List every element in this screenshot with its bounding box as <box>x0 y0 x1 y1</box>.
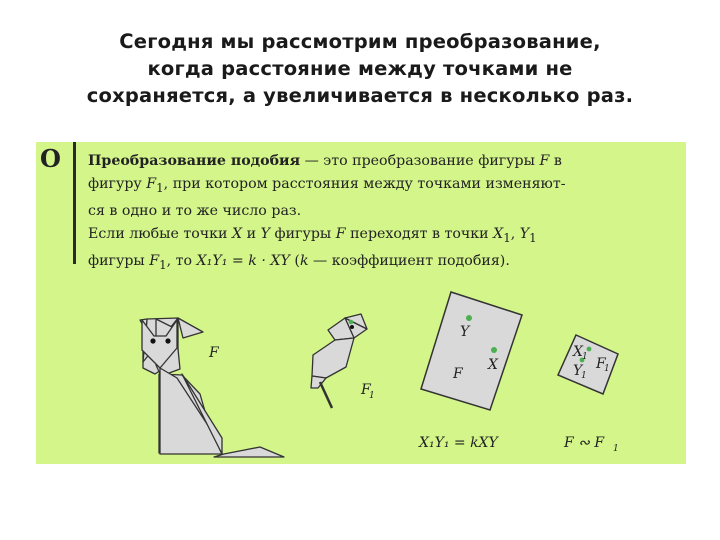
def-line-2: фигуру $F_1$, при котором расстояния между точками изменяют- <box>88 176 566 195</box>
label-y: Y <box>460 324 470 340</box>
def-line-1: Преобразование подобия — это преобразование фигуры F в <box>88 153 562 169</box>
definition-marker: О <box>40 144 61 173</box>
label-x1: X <box>573 344 583 360</box>
textbook-excerpt <box>36 142 686 464</box>
bottom-formula: X₁Y₁ = kXY <box>419 435 498 451</box>
point-x <box>491 347 497 353</box>
point-y <box>466 315 472 321</box>
mouse-nose <box>349 320 354 325</box>
similarity-sub: 1 <box>613 444 619 454</box>
title-line-3: сохраняется, а увеличивается в несколько раз. <box>86 84 634 107</box>
figures-illustration <box>36 142 686 464</box>
label-x1-sub: 1 <box>582 352 588 362</box>
label-y1: Y <box>573 363 583 379</box>
mouse-figure <box>311 314 367 388</box>
cat-label: F <box>209 345 219 361</box>
label-f1-rect: F <box>596 356 606 372</box>
label-f1-rect-sub: 1 <box>604 364 610 374</box>
mouse-tail <box>320 382 332 408</box>
mouse-label: F <box>361 382 371 398</box>
cat-eye-left <box>150 338 155 343</box>
inline-formula: X₁Y₁ = k · XY <box>196 252 290 269</box>
label-y1-sub: 1 <box>581 371 587 381</box>
cat-eye-right <box>165 338 170 343</box>
slide-title <box>20 28 700 109</box>
point-x1 <box>587 347 592 352</box>
def-line-3: ся в одно и то же число раз. <box>88 202 302 219</box>
title-line-1: Сегодня мы рассмотрим преобразование, <box>119 30 601 53</box>
def-term: Преобразование подобия <box>88 153 301 169</box>
def-line-5: фигуры $F_1$, то X₁Y₁ = k · XY (k — коэффициент подобия). <box>88 252 510 272</box>
cat-figure-main <box>142 320 284 457</box>
big-rectangle <box>421 292 522 410</box>
title-line-2: когда расстояние между точками не <box>147 57 573 80</box>
mouse-eye <box>350 325 354 329</box>
label-x: X <box>488 357 498 373</box>
def-line-4: Если любые точки X и Y фигуры F переходят в точки $X_1$, $Y_1$ <box>88 225 537 245</box>
mouse-label-sub: 1 <box>369 391 375 401</box>
similarity-relation: F ∾ F <box>564 435 605 451</box>
label-f-rect: F <box>453 366 463 382</box>
